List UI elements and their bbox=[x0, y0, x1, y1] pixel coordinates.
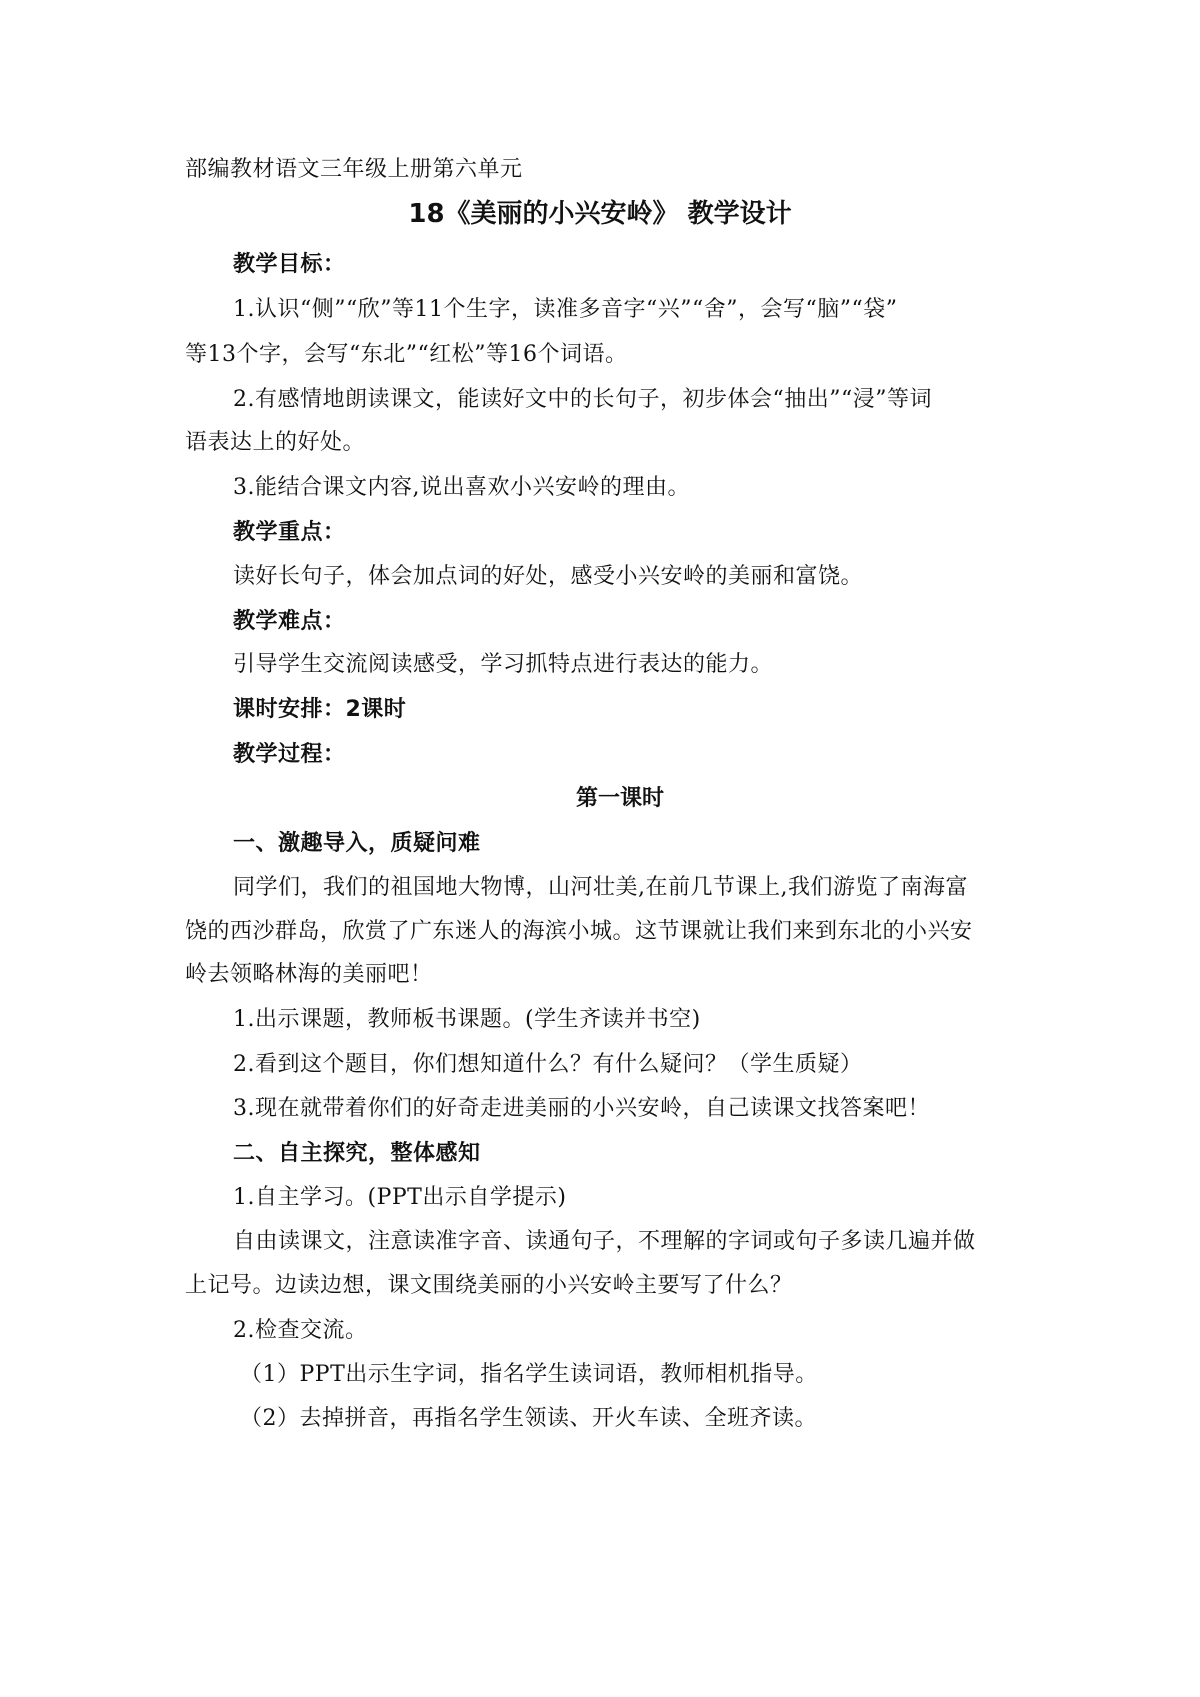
unit-subtitle: 部编教材语文三年级上册第六单元 bbox=[185, 157, 523, 182]
difficulties-text: 引导学生交流阅读感受，学习抓特点进行表达的能力。 bbox=[233, 652, 774, 677]
objective-2-line-2: 语表达上的好处。 bbox=[185, 430, 366, 455]
objective-3: 3.能结合课文内容,说出喜欢小兴安岭的理由。 bbox=[233, 475, 690, 500]
section-1-step-1: 1.出示课题，教师板书课题。(学生齐读并书空) bbox=[233, 1007, 701, 1032]
section-2-sub-1: （1）PPT出示生字词，指名学生读词语，教师相机指导。 bbox=[240, 1362, 818, 1387]
section-1-para-line-3: 岭去领略林海的美丽吧！ bbox=[185, 962, 433, 987]
section-1-para-line-2: 饶的西沙群岛，欣赏了广东迷人的海滨小城。这节课就让我们来到东北的小兴安 bbox=[185, 919, 973, 944]
objective-2-line-1: 2.有感情地朗读课文，能读好文中的长句子，初步体会“抽出”“浸”等词 bbox=[233, 387, 932, 412]
section-1-step-2: 2.看到这个题目，你们想知道什么？有什么疑问？（学生质疑） bbox=[233, 1052, 863, 1077]
section-2-para-line-2: 上记号。边读边想，课文围绕美丽的小兴安岭主要写了什么？ bbox=[185, 1273, 793, 1298]
schedule: 课时安排：2课时 bbox=[233, 697, 407, 722]
section-2-step-1: 1.自主学习。(PPT出示自学提示) bbox=[233, 1185, 567, 1210]
objective-1-line-1: 1.认识“侧”“欣”等11个生字，读准多音字“兴”“舍”，会写“脑”“袋” bbox=[233, 297, 898, 322]
section-1-para-line-1: 同学们，我们的祖国地大物博，山河壮美,在前几节课上,我们游览了南海富 bbox=[233, 875, 968, 900]
section-2-para-line-1: 自由读课文，注意读准字音、读通句子，不理解的字词或句子多读几遍并做 bbox=[233, 1229, 976, 1254]
section-2-step-2: 2.检查交流。 bbox=[233, 1318, 368, 1343]
key-points-text: 读好长句子，体会加点词的好处，感受小兴安岭的美丽和富饶。 bbox=[233, 564, 864, 589]
difficulties-heading: 教学难点： bbox=[233, 609, 346, 634]
process-heading: 教学过程： bbox=[233, 742, 346, 767]
section-1-step-3: 3.现在就带着你们的好奇走进美丽的小兴安岭，自己读课文找答案吧！ bbox=[233, 1096, 930, 1121]
objectives-heading: 教学目标： bbox=[233, 252, 346, 277]
page-title: 18《美丽的小兴安岭》 教学设计 bbox=[408, 199, 792, 229]
key-points-heading: 教学重点： bbox=[233, 520, 346, 545]
lesson-title: 第一课时 bbox=[575, 786, 664, 811]
objective-1-line-2: 等13个字，会写“东北”“红松”等16个词语。 bbox=[185, 342, 628, 367]
section-1-heading: 一、激趣导入，质疑问难 bbox=[233, 831, 481, 856]
section-2-sub-2: （2）去掉拼音，再指名学生领读、开火车读、全班齐读。 bbox=[240, 1406, 817, 1431]
section-2-heading: 二、自主探究，整体感知 bbox=[233, 1141, 481, 1166]
